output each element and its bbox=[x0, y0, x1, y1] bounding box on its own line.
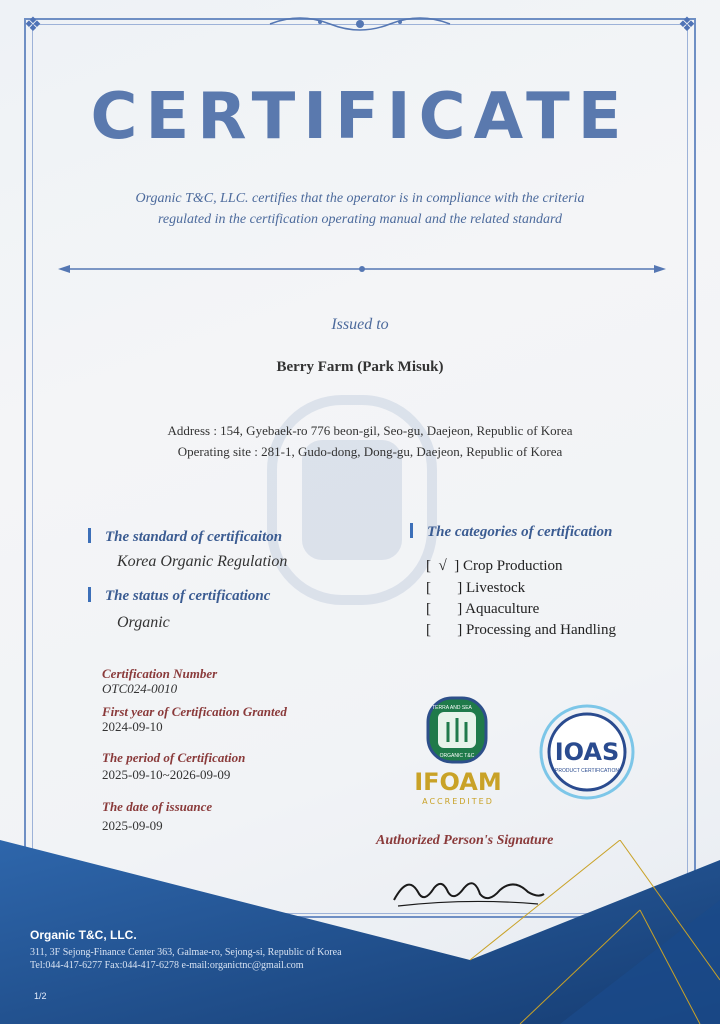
first-year-value: 2024-09-10 bbox=[102, 719, 163, 734]
certification-statement: Organic T&C, LLC. certifies that the operator is in compliance with the criteria regulated in the certification operating manual and the related standard bbox=[135, 191, 585, 227]
standard-heading: The standard of certificaiton bbox=[88, 528, 282, 546]
corner-ornament-icon: ❖ bbox=[678, 14, 696, 36]
cert-number-label: Certification Number bbox=[102, 666, 218, 681]
heading-bar-icon bbox=[410, 523, 413, 538]
heading-bar-icon bbox=[88, 528, 91, 543]
category-item: [ ] Aquaculture bbox=[426, 601, 540, 617]
category-item: [ ] Livestock bbox=[426, 580, 526, 596]
ifoam-accredited-text: ACCREDITED bbox=[422, 797, 494, 806]
category-item: [ √ ] Crop Production bbox=[426, 558, 563, 574]
footer-address-line: 311, 3F Sejong-Finance Center 363, Galmae-ro, Sejong-si, Republic of Korea bbox=[30, 947, 342, 958]
operator-name: Berry Farm (Park Misuk) bbox=[276, 359, 444, 375]
address-block bbox=[0, 420, 720, 462]
page-number: 1/2 bbox=[34, 991, 47, 1001]
footer-contact-line: Tel:044-417-6277 Fax:044-417-6278 e-mail:organictnc@gmail.com bbox=[30, 960, 304, 971]
logo-graphics bbox=[412, 694, 662, 809]
issued-to-label: Issued to bbox=[331, 316, 389, 333]
accreditation-logos bbox=[412, 694, 662, 814]
address-text: Address : 154, Gyebaek-ro 776 beon-gil, Seo-gu, Daejeon, Republic of Korea bbox=[167, 423, 573, 438]
category-item: [ ] Processing and Handling bbox=[426, 622, 616, 638]
ioas-sub-text: PRODUCT CERTIFICATION bbox=[555, 768, 619, 774]
status-heading: The status of certificationc bbox=[88, 587, 270, 605]
status-value: Organic bbox=[117, 614, 170, 631]
terra-logo-bottom-text: ORGANIC T&C bbox=[439, 753, 475, 759]
cert-number: OTC024-0010 bbox=[102, 681, 178, 696]
section-divider bbox=[58, 262, 666, 276]
watermark-seal-icon bbox=[252, 360, 452, 620]
heading-bar-icon bbox=[88, 587, 91, 602]
operating-site-text: Operating site : 281-1, Gudo-dong, Dong-gu, Daejeon, Republic of Korea bbox=[177, 444, 563, 459]
first-year-label: First year of Certification Granted bbox=[102, 704, 287, 719]
top-ornament-icon bbox=[260, 12, 460, 36]
certificate-title: CERTIFICATE bbox=[90, 80, 630, 154]
period-value: 2025-09-10~2026-09-09 bbox=[102, 767, 231, 782]
standard-value: Korea Organic Regulation bbox=[117, 553, 288, 570]
ioas-logo-text: IOAS bbox=[554, 738, 620, 766]
footer-address bbox=[30, 946, 342, 972]
footer-org-name: Organic T&C, LLC. bbox=[30, 928, 137, 942]
ifoam-logo-text: IFOAM bbox=[414, 768, 502, 796]
corner-ornament-icon: ❖ bbox=[24, 14, 42, 36]
signature-label: Authorized Person's Signature bbox=[376, 833, 554, 848]
issuance-label: The date of issuance bbox=[102, 799, 213, 814]
categories-heading: The categories of certification bbox=[410, 523, 612, 541]
terra-logo-top-text: TERRA AND SEA bbox=[432, 705, 472, 711]
period-label: The period of Certification bbox=[102, 750, 246, 765]
issuance-value: 2025-09-09 bbox=[102, 818, 163, 833]
